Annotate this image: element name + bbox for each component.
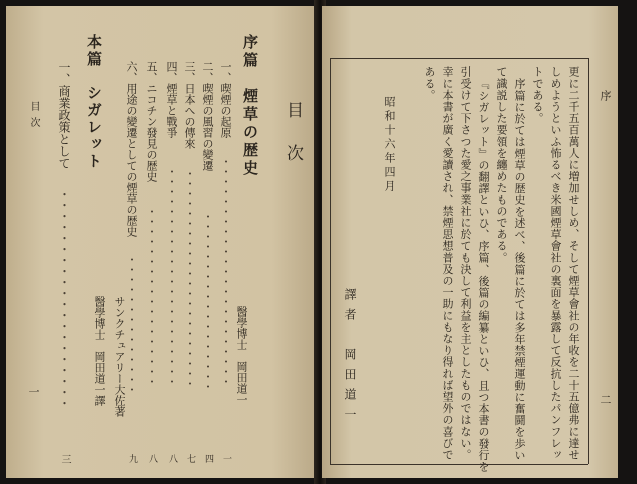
toc-entry-part1-5: 五、ニコチン發見の歴史 <box>145 61 158 182</box>
toc-entry-part1-6: 六、用途の變遷としての煙草の歴史 <box>125 61 138 237</box>
text-frame-bottom <box>330 464 588 465</box>
part2-author-line1: サンクチュアリー大佐著 <box>113 296 126 417</box>
preface-translator: 譯者 岡田道一 <box>343 288 357 428</box>
toc-entry-part1-3: 三、日本への傳來 <box>183 61 196 149</box>
toc-leader-dots: ・・・・・・・・・・・・・・ <box>125 254 138 394</box>
toc-leader-dots: ・・・・・・・・・・・・・・・・・・ <box>145 206 158 386</box>
toc-leader-dots: ・・・・・・・・・・・・・・・・・・・・・・・ <box>219 156 232 386</box>
toc-entry-part2-1: 一、商業政策として <box>57 61 71 169</box>
toc-page-part2-1: 三 <box>59 454 70 464</box>
toc-page-part1-1: 一 <box>221 454 231 463</box>
toc-entry-part1-2: 二、喫煙の風習の變遷 <box>201 61 214 171</box>
toc-entry-part1-4: 四、煙草と戰爭 <box>165 61 178 138</box>
toc-leader-dots: ・・・・・・・・・・・・・・・・・・・・・・ <box>165 166 178 386</box>
preface-line-2: しめようといふ怖るべき米國煙草會社の裏面を暴露して反抗したパンフレッ <box>549 66 562 461</box>
toc-page-part1-5: 八 <box>147 454 157 463</box>
part2-author-line2: 醫學博士 岡田道一譯 <box>93 296 106 406</box>
text-frame-right <box>588 58 589 464</box>
toc-leader-dots: ・・・・・・・・・・・・・・・・・・・・ <box>57 188 71 408</box>
preface-line-5: て識説した要領を纏めたものである。 <box>495 66 508 264</box>
left-page-table-of-contents <box>6 6 318 478</box>
preface-folio: 二 <box>599 394 612 405</box>
preface-line-7: 引受けて下さつた愛之事業社に於ても決して利益を主としたものではない。 <box>459 66 472 461</box>
preface-running-head: 序 <box>599 90 612 101</box>
toc-heading: 目次 <box>283 101 303 187</box>
part1-author: 醫學博士 岡田道一 <box>235 306 248 405</box>
preface-line-3: トである。 <box>531 66 544 124</box>
preface-line-9: ある。 <box>423 66 436 101</box>
preface-line-6: 『シガレット』の翻譯といひ、序篇、後篇の編纂といひ、且つ本書の發行を <box>477 78 490 473</box>
toc-leader-dots: ・・・・・・・・・・・・・・・・・・・・・・ <box>183 168 196 388</box>
text-frame-left <box>330 58 331 464</box>
preface-date: 昭和十六年四月 <box>383 96 396 194</box>
preface-line-4: 序篇に於ては煙草の歴史を述べ、後篇に於ては多年禁煙運動に奮鬪を歩い <box>513 78 526 461</box>
text-frame-top <box>330 58 588 59</box>
toc-page-part1-4: 八 <box>167 454 177 463</box>
toc-leader-dots: ・・・・・・・・・・・・・・・・・・ <box>201 211 214 391</box>
toc-entry-part1-1: 一、喫煙の起原 <box>219 61 232 138</box>
right-page-preface <box>322 6 618 478</box>
toc-running-head: 目次 <box>28 101 39 133</box>
toc-page-part1-6: 九 <box>127 454 137 463</box>
part1-title: 序篇 煙草の歴史 <box>241 34 259 178</box>
toc-page-part1-2: 四 <box>203 454 213 463</box>
part2-title: 本篇 シガレット <box>85 34 103 170</box>
preface-line-8: 幸に本書が廣く愛讀され、禁煙思想普及の一助にもなり得れば望外の喜びで <box>441 66 454 461</box>
preface-line-1: 更に二千五百萬人に増加せしめ、そして煙草會社の年收を二十五億弗に達せ <box>567 66 580 461</box>
toc-page-part1-3: 七 <box>185 454 195 463</box>
toc-left-folio: 一 <box>27 386 40 397</box>
